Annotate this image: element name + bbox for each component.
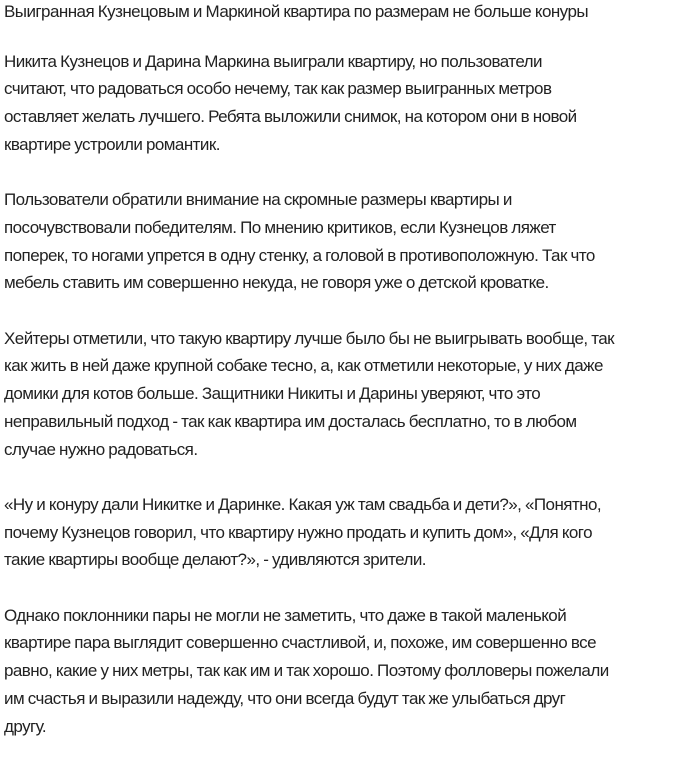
paragraph-line: случае нужно радоваться. <box>4 439 198 459</box>
paragraph-line: квартире пара выглядит совершенно счастливой, и, похоже, им совершенно все <box>4 633 596 653</box>
paragraph-line: мебель ставить им совершенно некуда, не говоря уже о детской кроватке. <box>4 273 549 293</box>
paragraph-4-quotes <box>4 491 699 574</box>
paragraph-line: Пользователи обратили внимание на скромные размеры квартиры и <box>4 190 512 210</box>
paragraph-line: считают, что радоваться особо нечему, так как размер выигранных метров <box>4 79 552 99</box>
paragraph-2 <box>4 186 699 297</box>
paragraph-line: другу. <box>4 716 47 736</box>
paragraph-line: равно, какие у них метры, так как им и так хорошо. Поэтому фолловеры пожелали <box>4 661 609 681</box>
article <box>4 0 699 768</box>
paragraph-line: Однако поклонники пары не могли не заметить, что даже в такой маленькой <box>4 605 567 625</box>
paragraph-line: «Ну и конуру дали Никитке и Даринке. Какая уж там свадьба и дети?», «Понятно, <box>4 494 602 514</box>
paragraph-line: как жить в ней даже крупной собаке тесно, а, как отметили некоторые, у них даже <box>4 356 603 376</box>
paragraph-line: домики для котов больше. Защитники Никиты и Дарины уверяют, что это <box>4 384 541 404</box>
paragraph-line: такие квартиры вообще делают?», - удивляются зрители. <box>4 550 426 570</box>
paragraph-1 <box>4 48 699 159</box>
paragraph-line: почему Кузнецов говорил, что квартиру нужно продать и купить дом», «Для кого <box>4 522 592 542</box>
article-title: Выигранная Кузнецовым и Маркиной квартира по размерам не больше конуры <box>4 2 589 21</box>
paragraph-line: Никита Кузнецов и Дарина Маркина выиграли квартиру, но пользователи <box>4 51 542 71</box>
paragraph-line: им счастья и выразили надежду, что они всегда будут так же улыбаться друг <box>4 688 566 708</box>
paragraph-line: Хейтеры отметили, что такую квартиру лучше было бы не выигрывать вообще, так <box>4 328 615 348</box>
paragraph-5 <box>4 602 699 741</box>
paragraph-3 <box>4 325 699 464</box>
paragraph-line: квартире устроили романтик. <box>4 134 220 154</box>
paragraph-line: неправильный подход - так как квартира им досталась бесплатно, то в любом <box>4 411 577 431</box>
paragraph-line: поперек, то ногами упрется в одну стенку, а головой в противоположную. Так что <box>4 245 595 265</box>
paragraph-line: оставляет желать лучшего. Ребята выложили снимок, на котором они в новой <box>4 107 577 127</box>
paragraph-line: посочувствовали победителям. По мнению критиков, если Кузнецов ляжет <box>4 217 556 237</box>
